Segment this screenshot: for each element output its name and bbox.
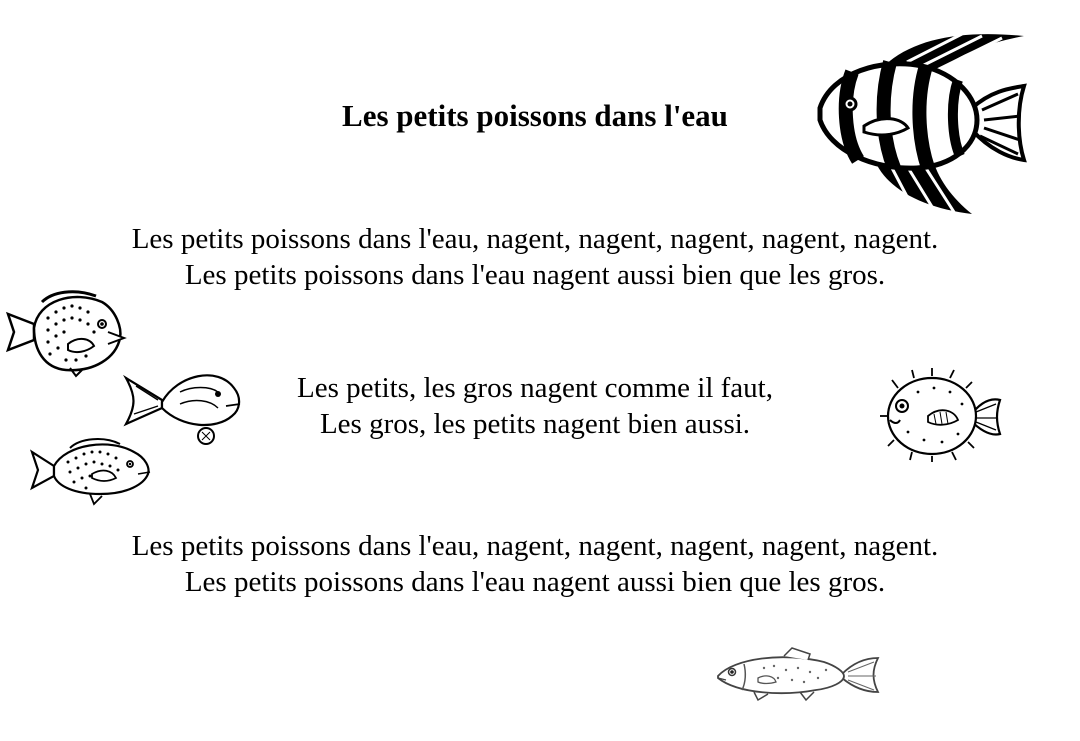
verse-2 <box>0 528 1070 600</box>
chorus-line: Les gros, les petits nagent bien aussi. <box>319 408 751 440</box>
verse-line: Les petits poissons dans l'eau nagent aussi bien que les gros. <box>184 566 886 598</box>
verse-1 <box>0 221 1070 293</box>
trout-icon <box>714 648 880 704</box>
angelfish-icon <box>812 28 1027 216</box>
verse-line: Les petits poissons dans l'eau, nagent, nagent, nagent, nagent, nagent. <box>131 530 939 562</box>
verse-line: Les petits poissons dans l'eau nagent aussi bien que les gros. <box>184 259 886 291</box>
pufferfish-icon <box>878 370 1002 462</box>
butterflyfish-icon <box>4 288 126 378</box>
grouper-icon <box>30 436 152 506</box>
chorus-line: Les petits, les gros nagent comme il faut, <box>297 372 773 404</box>
page-title: Les petits poissons dans l'eau <box>342 98 728 133</box>
verse-line: Les petits poissons dans l'eau, nagent, nagent, nagent, nagent, nagent. <box>131 223 939 255</box>
